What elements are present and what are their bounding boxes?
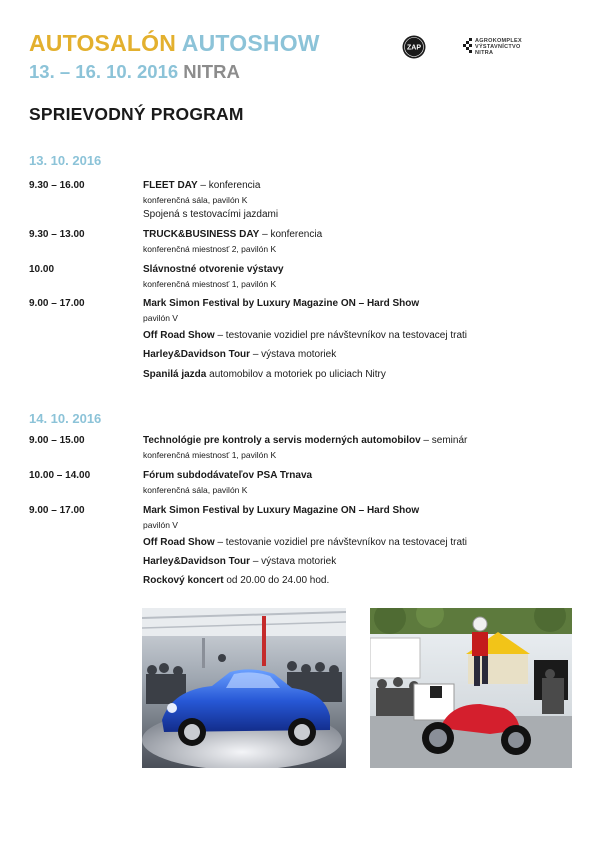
event-time: 9.30 – 13.00 [29,229,85,240]
event-title-line [143,505,419,516]
event-sub-item: Off Road Show – testovanie vozidiel pre návštevníkov na testovacej trati [143,330,468,341]
event-title-part2: AUTOSHOW [181,30,320,56]
event-location: konferenčná miestnosť 1, pavilón K [143,279,277,289]
event-name: Slávnostné otvorenie výstavy [143,264,284,275]
event-sub-item: Off Road Show – testovanie vozidiel pre návštevníkov na testovacej trati [143,537,468,548]
event-title-line [143,180,260,191]
agrokomplex-line: VÝSTAVNÍCTVO [475,44,521,50]
event-title-line [143,229,322,240]
event-location: konferenčná miestnosť 1, pavilón K [143,450,277,460]
event-sub-item: Harley&Davidson Tour – výstava motoriek [143,556,337,567]
day1-date: 13. 10. 2016 [29,153,102,168]
event-title-line [143,298,419,309]
event-time: 9.00 – 17.00 [29,298,85,309]
event-desc: – seminár [420,435,468,446]
event-name: Technológie pre kontroly a servis moderných automobilov [143,435,421,446]
event-sub-item: Spanilá jazda automobilov a motoriek po uliciach Nitry [143,369,386,380]
event-extra: Spojená s testovacími jazdami [143,209,279,220]
event-desc: – konferencia [259,229,323,240]
event-time: 10.00 – 14.00 [29,470,91,481]
event-dates-line [29,61,240,83]
event-title-line [143,470,312,481]
event-title-line [143,264,284,275]
event-title [29,30,320,57]
event-time: 10.00 [29,264,55,275]
event-location: konferenčná sála, pavilón K [143,195,248,205]
event-time: 9.30 – 16.00 [29,180,85,191]
event-city: NITRA [183,61,240,82]
event-title-line [143,435,467,446]
event-name: Mark Simon Festival by Luxury Magazine ON – Hard Show [143,298,420,309]
event-name: FLEET DAY [143,180,198,191]
day2-date: 14. 10. 2016 [29,411,102,426]
event-name: Fórum subdodávateľov PSA Trnava [143,470,313,481]
agrokomplex-line: NITRA [475,50,494,56]
event-location: pavilón V [143,520,178,530]
event-title-part1: AUTOSALÓN [29,30,177,56]
event-time: 9.00 – 15.00 [29,435,85,446]
event-desc: – konferencia [197,180,261,191]
event-location: konferenčná miestnosť 2, pavilón K [143,244,277,254]
page-title: SPRIEVODNÝ PROGRAM [29,104,244,124]
seal-logo-icon [402,35,426,59]
agrokomplex-logo-icon [463,38,472,54]
event-time: 9.00 – 17.00 [29,505,85,516]
car-show-photo [142,608,346,768]
event-sub-item: Rockový koncert od 20.00 do 24.00 hod. [143,575,330,586]
seal-logo-text: ZAP [407,44,421,52]
event-location: pavilón V [143,313,178,323]
event-name: TRUCK&BUSINESS DAY [143,229,260,240]
event-sub-item: Harley&Davidson Tour – výstava motoriek [143,349,337,360]
motorbike-stunt-photo [370,608,572,768]
event-dates: 13. – 16. 10. 2016 [29,61,179,82]
event-location: konferenčná sála, pavilón K [143,485,248,495]
agrokomplex-line: AGROKOMPLEX [475,38,522,44]
agrokomplex-logo-text [475,38,522,56]
event-name: Mark Simon Festival by Luxury Magazine ON – Hard Show [143,505,420,516]
